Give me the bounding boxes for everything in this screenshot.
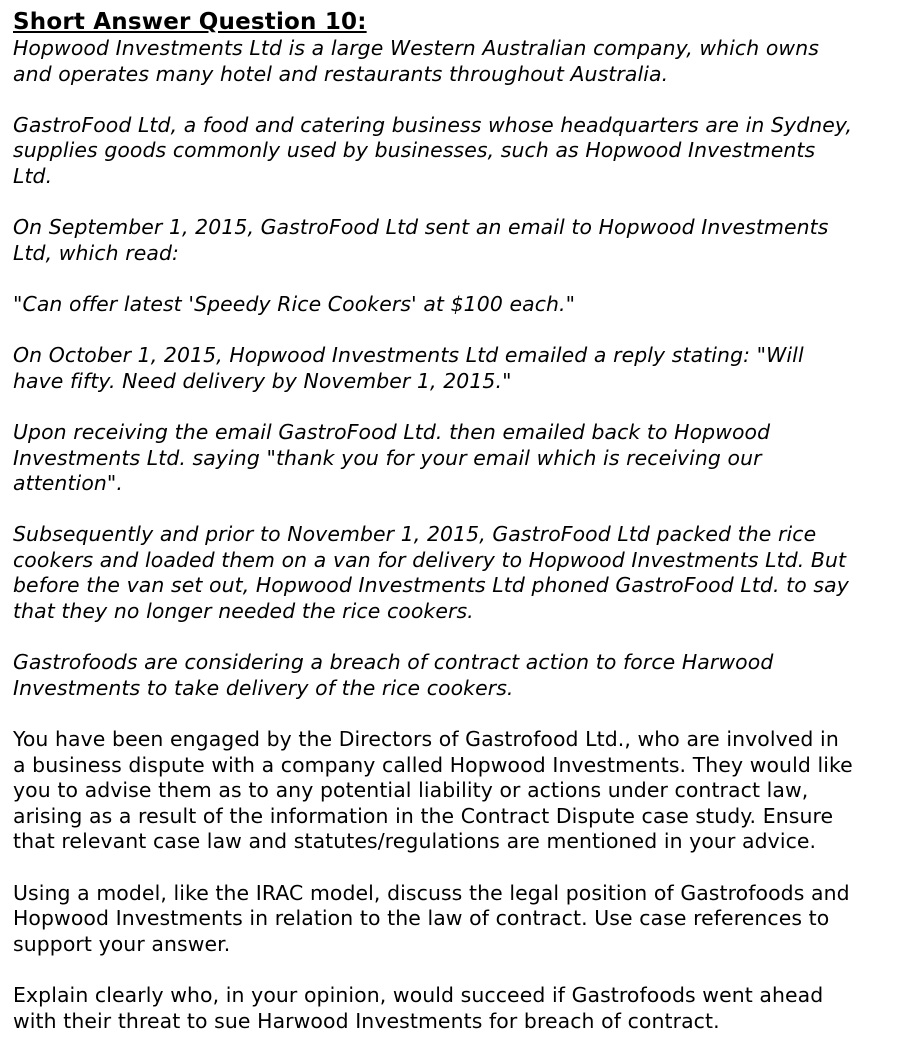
- scenario-paragraph-acknowledgement: Upon receiving the email GastroFood Ltd. then emailed back to Hopwood Investments Ltd. saying "thank you for your email which is receiving our attention".: [13, 419, 771, 496]
- scenario-paragraph-breach-action: Gastrofoods are considering a breach of contract action to force Harwood Investments to take delivery of the rice cookers.: [13, 650, 774, 700]
- instruction-paragraph-conclusion: Explain clearly who, in your opinion, would succeed if Gastrofoods went ahead with their threat to sue Harwood Investments for breach of contract.: [13, 982, 824, 1033]
- scenario-paragraph-gastrofood: GastroFood Ltd, a food and catering business whose headquarters are in Sydney, supplies goods commonly used by businesses, such as Hopwood Investments Ltd.: [13, 112, 853, 188]
- scenario-paragraph-cancellation: Subsequently and prior to November 1, 2015, GastroFood Ltd packed the rice cookers and loaded them on a van for delivery to Hopwood Investments Ltd. But before the van set out, Hopwood Investments Ltd phoned GastroFood Ltd. to say that they no longer needed the rice cookers.: [13, 522, 849, 624]
- scenario-paragraph-reply: On October 1, 2015, Hopwood Investments Ltd emailed a reply stating: "Will have fifty. Need delivery by November 1, 2015.": [13, 343, 804, 393]
- document-body: [13, 8, 918, 1034]
- instruction-paragraph-engagement: You have been engaged by the Directors of Gastrofood Ltd., who are involved in a business dispute with a company called Hopwood Investments. They would like you to advise them as to any potential liability or actions under contract law, arising as a result of the information in the Contract Dispute case study. Ensure that relevant case law and statutes/regulations are mentioned in your advice.: [13, 727, 853, 854]
- scenario-paragraph-offer-email: On September 1, 2015, GastroFood Ltd sent an email to Hopwood Investments Ltd, which read:: [13, 215, 829, 265]
- question-title: Short Answer Question 10:: [13, 9, 367, 35]
- instruction-paragraph-irac: Using a model, like the IRAC model, discuss the legal position of Gastrofoods and Hopwood Investments in relation to the law of contract. Use case references to support your answer.: [13, 880, 850, 956]
- scenario-paragraph-offer-quote: "Can offer latest 'Speedy Rice Cookers' at $100 each.": [13, 291, 576, 316]
- scenario-paragraph-company-background: Hopwood Investments Ltd is a large Western Australian company, which owns and operates many hotel and restaurants throughout Australia.: [13, 36, 819, 86]
